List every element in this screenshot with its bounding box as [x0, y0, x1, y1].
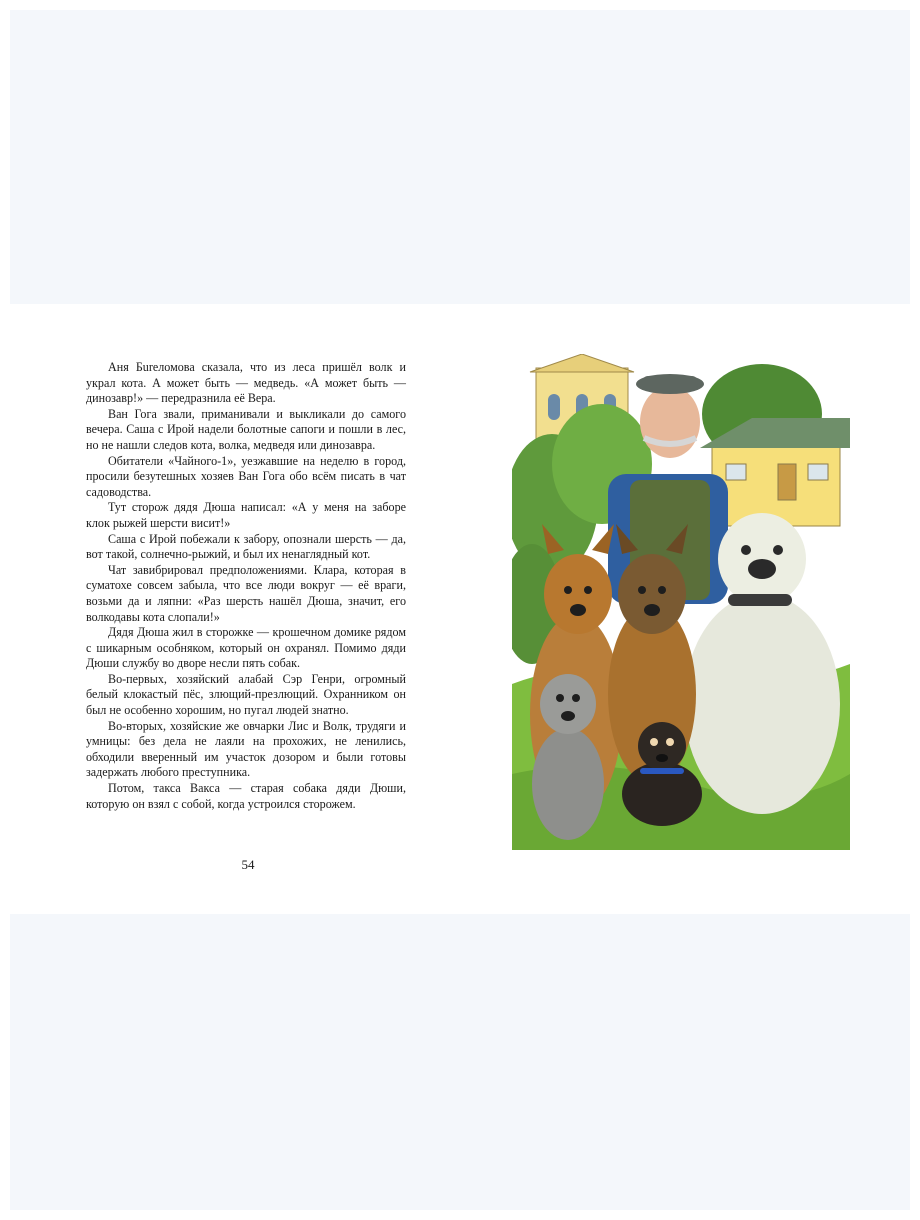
- paragraph: Дядя Дюша жил в сторожке — крошечном домике рядом с шикарным особняком, который он охранял. Помимо дяди Дюши службу во дворе несли пять собак.: [86, 625, 406, 671]
- paragraph: Потом, такса Вакса — старая собака дяди Дюши, которую он взял с собой, когда устроился сторожем.: [86, 781, 406, 811]
- paragraph: Аня Бureломова сказала, что из леса пришёл волк и украл кота. А может быть — медведь. «А может быть — динозавр!» — передразнила её Вера.: [86, 360, 406, 406]
- paragraph: Во-первых, хозяйский алабай Сэр Генри, огромный белый клокастый пёс, злющий-презлющий. Охранником он был не особенно хорошим, но пугал людей знатно.: [86, 671, 406, 718]
- page-text: [86, 360, 406, 812]
- background-band-bottom: [10, 914, 910, 1210]
- paragraph: Во-вторых, хозяйские же овчарки Лис и Волк, трудяги и умницы: без дела не лаяли на прохожих, не ленились, обходили вверенный им участок дозором и были готовы задержать любого преступника.: [86, 718, 406, 780]
- illustration-watchman-with-dogs: [512, 354, 850, 850]
- paragraph: Обитатели «Чайного-1», уезжавшие на неделю в город, просили безутешных хозяев Ван Гога обо всём писать в чат садоводства.: [86, 453, 406, 499]
- page-number: 54: [241, 857, 255, 872]
- paragraph: Ван Гога звали, приманивали и выкликали до самого вечера. Саша с Ирой надели болотные сапоги и пошли в лес, но не нашли следов кота, волка, медведя или динозавра.: [86, 406, 406, 452]
- background-band-top: [10, 10, 910, 304]
- paragraph: Тут сторож дядя Дюша написал: «А у меня на заборе клок рыжей шерсти висит!»: [86, 500, 406, 530]
- illustration-svg: [512, 354, 850, 850]
- paragraph: Чат завибрировал предположениями. Клара, которая в суматохе совсем забыла, что все люди вокруг — её враги, возьми да и ляпни: «Раз шерсть нашёл Дюша, значит, его волкодавы кота слопали!»: [86, 562, 406, 624]
- paragraph: Саша с Ирой побежали к забору, опознали шерсть — да, вот такой, солнечно-рыжий, и был их ненаглядный кот.: [86, 531, 406, 562]
- grey-puppy: [532, 674, 604, 840]
